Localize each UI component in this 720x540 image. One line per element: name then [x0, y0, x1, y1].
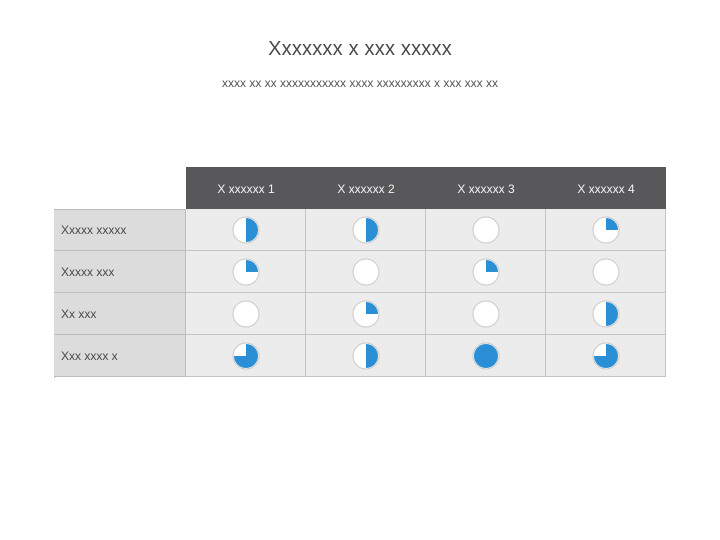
harvey-ball-icon — [591, 215, 621, 245]
harvey-ball-outline — [353, 259, 379, 285]
page-title: Xxxxxxx x xxx xxxxx — [268, 38, 452, 60]
row-label-3 — [54, 293, 186, 335]
column-header-2: X xxxxxx 2 — [337, 182, 395, 196]
row-label-text: Xxx xxxx x — [61, 348, 118, 363]
harvey-ball-icon — [231, 257, 261, 287]
table-cell — [426, 293, 546, 335]
table-cell — [306, 209, 426, 251]
row-label-2 — [54, 251, 186, 293]
table-cell — [306, 335, 426, 377]
table-cell — [426, 209, 546, 251]
column-header-3: X xxxxxx 3 — [457, 182, 515, 196]
table-cell — [426, 335, 546, 377]
table-cell — [426, 251, 546, 293]
table-cell — [186, 251, 306, 293]
harvey-ball-icon — [471, 341, 501, 371]
harvey-ball-fill — [606, 218, 618, 230]
table-cell — [546, 293, 666, 335]
table-cell — [306, 251, 426, 293]
row-label-text: Xxxxx xxx — [61, 264, 115, 279]
harvey-ball-icon — [231, 215, 261, 245]
harvey-ball-icon — [231, 299, 261, 329]
harvey-ball-outline — [233, 301, 259, 327]
harvey-ball-icon — [591, 257, 621, 287]
harvey-ball-icon — [591, 341, 621, 371]
harvey-ball-icon — [351, 341, 381, 371]
harvey-ball-icon — [351, 215, 381, 245]
harvey-ball-icon — [591, 299, 621, 329]
harvey-ball-fill — [246, 260, 258, 272]
harvey-ball-fill — [366, 302, 378, 314]
column-header-4: X xxxxxx 4 — [577, 182, 635, 196]
row-label-1 — [54, 209, 186, 251]
row-label-text: Xx xxx — [61, 306, 97, 321]
harvey-ball-icon — [471, 215, 501, 245]
harvey-ball-icon — [351, 299, 381, 329]
table-cell — [546, 335, 666, 377]
page-subtitle: xxxx xx xx xxxxxxxxxxx xxxx xxxxxxxxx x xxx xxx xx — [221, 76, 498, 90]
harvey-ball-fill — [474, 344, 498, 368]
harvey-ball-icon — [351, 257, 381, 287]
table-cell — [186, 335, 306, 377]
table-cell — [306, 293, 426, 335]
harvey-ball-icon — [471, 299, 501, 329]
harvey-ball-outline — [473, 217, 499, 243]
table-cell — [186, 293, 306, 335]
harvey-ball-outline — [593, 259, 619, 285]
harvey-ball-table — [54, 167, 666, 378]
row-label-text: Xxxxx xxxxx — [61, 223, 127, 237]
harvey-ball-icon — [231, 341, 261, 371]
harvey-ball-outline — [473, 301, 499, 327]
table-cell — [546, 251, 666, 293]
column-header-1: X xxxxxx 1 — [217, 182, 275, 196]
table-cell — [186, 209, 306, 251]
table-cell — [546, 209, 666, 251]
harvey-ball-fill — [486, 260, 498, 272]
row-label-4 — [54, 335, 186, 377]
harvey-ball-icon — [471, 257, 501, 287]
